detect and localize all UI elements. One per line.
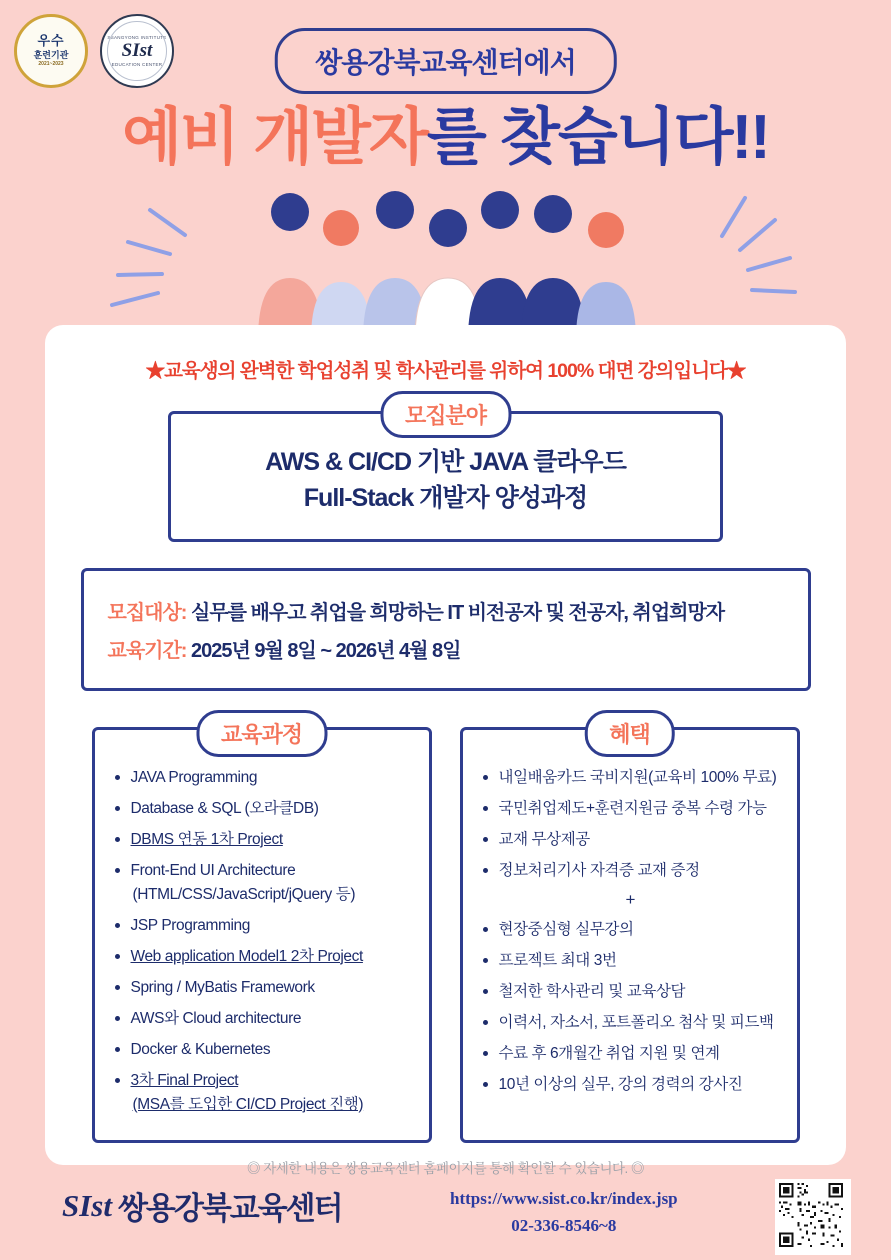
curriculum-item-continuation: (HTML/CSS/JavaScript/jQuery 등): [132, 885, 356, 903]
target-value: 실무를 배우고 취업을 희망하는 IT 비전공자 및 전공자, 취업희망자: [191, 601, 725, 624]
people-illustration-svg: [0, 180, 891, 340]
course-name-line-2: Full-Stack 개발자 양성과정: [303, 484, 588, 513]
curriculum-item-label: Spring / MyBatis Framework: [130, 978, 315, 996]
benefit-item: 철저한 학사관리 및 교육상담: [479, 980, 783, 1004]
notice-text: ★교육생의 완벽한 학업성취 및 학사관리를 위하여 100% 대면 강의입니다★: [145, 360, 746, 382]
footer-bar: [0, 1175, 891, 1260]
curriculum-item-label: Web application Model1 2차 Project: [130, 947, 363, 965]
headline-orange-part: 예비 개발자: [122, 103, 427, 172]
curriculum-item: [111, 1038, 415, 1062]
benefit-item: 수료 후 6개월간 취업 지원 및 연계: [479, 1042, 783, 1066]
title-pill: [274, 28, 616, 94]
curriculum-item-label: Database & SQL (오라클DB): [130, 799, 319, 817]
target-row: [108, 596, 808, 625]
curriculum-item: [111, 914, 415, 938]
benefits-list-bottom: [479, 918, 783, 1097]
headline-blue-part: 를 찾습니다!!: [426, 103, 769, 172]
curriculum-item: [111, 766, 415, 790]
course-name-line-1: AWS & CI/CD 기반 JAVA 클라우드: [265, 448, 626, 476]
curriculum-item: [111, 976, 415, 1000]
logo-mark-icon: SIst: [62, 1187, 112, 1223]
benefits-list-top: [479, 766, 783, 883]
curriculum-box: [92, 721, 432, 1143]
benefit-item: 국민취업제도+훈련지원금 중복 수령 가능: [479, 797, 783, 821]
headline: [0, 105, 891, 170]
page-title: 쌍용강북교육센터에서: [315, 47, 576, 78]
curriculum-item: [111, 1007, 415, 1031]
benefit-item: 현장중심형 실무강의: [479, 918, 783, 942]
curriculum-item-label: 3차 Final Project: [130, 1071, 239, 1089]
seal-ring-decoration: [107, 21, 167, 81]
curriculum-item-label: DBMS 연동 1차 Project: [130, 830, 283, 848]
benefit-item: 내일배움카드 국비지원(교육비 100% 무료): [479, 766, 783, 790]
benefits-plus-separator: +: [625, 889, 636, 909]
logo-name: 쌍용강북교육센터: [117, 1191, 342, 1226]
people-illustration: [0, 180, 891, 340]
footnote-text: ◎ 자세한 내용은 쌍용교육센터 홈페이지를 통해 확인할 수 있습니다. ◎: [246, 1160, 645, 1176]
seal-bottom-text: EDUCATION CENTER: [111, 61, 163, 67]
curriculum-item-label: JSP Programming: [130, 916, 250, 934]
period-row: [108, 634, 808, 663]
period-value: 2025년 9월 8일 ~ 2026년 4월 8일: [191, 639, 461, 662]
badge-line-1: 우수: [37, 32, 65, 48]
benefit-item: 교재 무상제공: [479, 828, 783, 852]
curriculum-list: [111, 766, 415, 1117]
website-url[interactable]: https://www.sist.co.kr/index.jsp: [450, 1189, 678, 1208]
accreditation-badges: [14, 14, 174, 88]
benefit-item: 이력서, 자소서, 포트폴리오 첨삭 및 피드백: [479, 1011, 783, 1035]
columns-wrapper: [45, 721, 846, 1143]
benefit-item: 정보처리기사 자격증 교재 증정: [479, 859, 783, 883]
curriculum-item: [111, 828, 415, 852]
curriculum-item-label: JAVA Programming: [130, 768, 258, 786]
curriculum-tag: 교육과정: [196, 710, 327, 757]
curriculum-item: [111, 797, 415, 821]
excellent-training-institute-badge: [14, 14, 88, 88]
institute-seal-badge: [100, 14, 174, 88]
target-label: 모집대상:: [107, 601, 187, 624]
company-logo: [62, 1183, 342, 1228]
badge-line-3: 2021~2023: [38, 61, 64, 68]
seal-top-text: SSANGYONG INSTITUTE: [107, 34, 167, 40]
curriculum-item: [111, 859, 415, 907]
curriculum-item-label: AWS와 Cloud architecture: [130, 1009, 302, 1027]
recruit-field-tag: 모집분야: [380, 391, 511, 438]
curriculum-item-label: Front-End UI Architecture: [130, 861, 296, 879]
qr-code-icon[interactable]: [775, 1179, 851, 1255]
benefits-box: [460, 721, 800, 1143]
seal-mark: SIst: [121, 40, 153, 62]
benefit-item: 10년 이상의 실무, 강의 경력의 강사진: [479, 1073, 783, 1097]
recruit-field-section: [168, 403, 723, 542]
benefits-tag: 혜택: [584, 710, 675, 757]
period-label: 교육기간:: [107, 639, 187, 662]
curriculum-item-label: Docker & Kubernetes: [130, 1040, 271, 1058]
contact-info: [450, 1185, 678, 1239]
badge-line-2: 훈련기관: [33, 49, 69, 60]
curriculum-item: [111, 1069, 415, 1117]
main-content-card: [45, 325, 846, 1176]
qr-code-svg: [777, 1181, 845, 1249]
info-box: [81, 568, 811, 691]
benefit-item: 프로젝트 최대 3번: [479, 949, 783, 973]
curriculum-item-continuation: (MSA를 도입한 CI/CD Project 진행): [132, 1095, 364, 1113]
curriculum-item: [111, 945, 415, 969]
phone-number: 02-336-8546~8: [511, 1216, 617, 1236]
